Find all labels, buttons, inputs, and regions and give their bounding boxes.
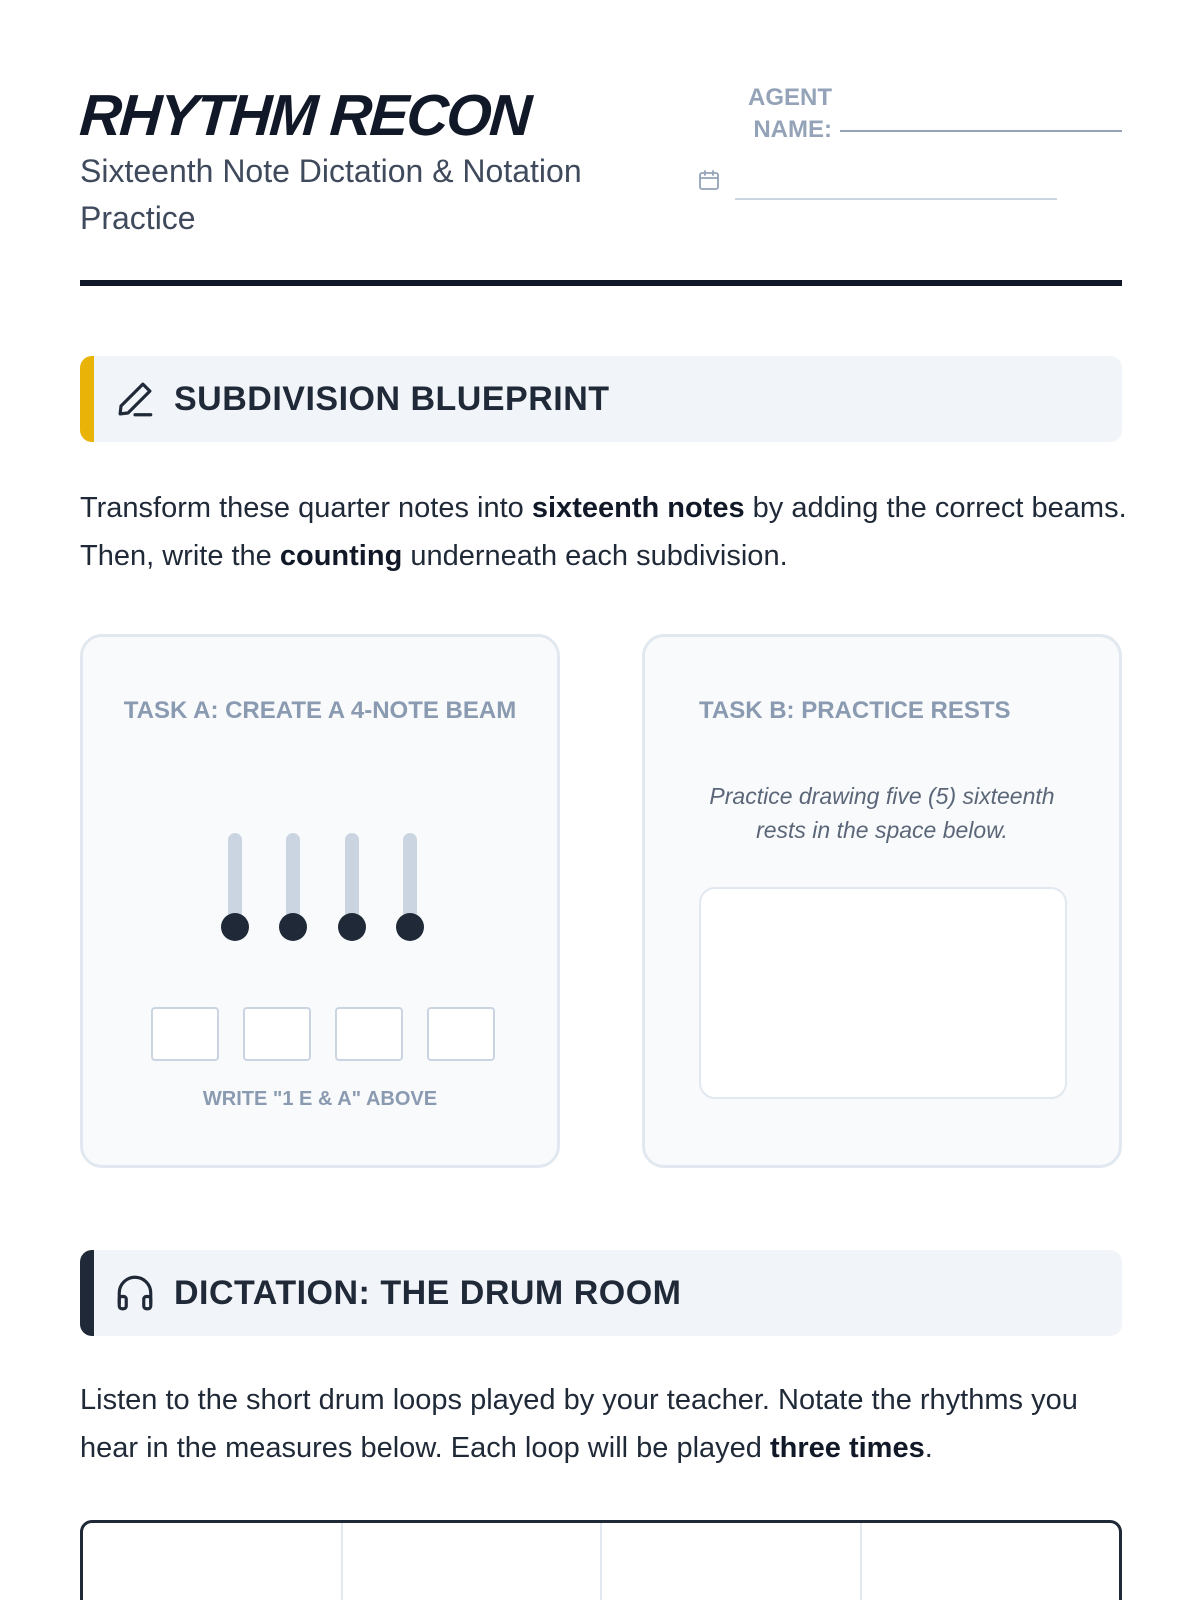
measure-box[interactable] bbox=[343, 1523, 603, 1600]
instr-text: by adding the correct beams. Then, write the bbox=[80, 492, 1127, 572]
measure-box[interactable] bbox=[83, 1523, 343, 1600]
date-field[interactable] bbox=[735, 198, 1057, 200]
section-banner-dictation bbox=[80, 1250, 1122, 1336]
count-input-box[interactable] bbox=[243, 1007, 311, 1061]
count-input-box[interactable] bbox=[335, 1007, 403, 1061]
headphones-icon bbox=[114, 1272, 156, 1314]
measure-box[interactable] bbox=[862, 1523, 1120, 1600]
calendar-icon bbox=[697, 168, 721, 192]
task-b-card bbox=[642, 634, 1122, 1168]
banner-accent bbox=[80, 356, 94, 442]
instr-bold: three times bbox=[769, 1432, 925, 1464]
banner-accent bbox=[80, 1250, 94, 1336]
dictation-measures bbox=[80, 1520, 1122, 1600]
blueprint-instructions bbox=[80, 484, 1140, 580]
task-a-title: TASK A: CREATE A 4-NOTE BEAM bbox=[123, 697, 517, 724]
section-title-blueprint: SUBDIVISION BLUEPRINT bbox=[174, 380, 610, 418]
task-b-title: TASK B: PRACTICE RESTS bbox=[699, 697, 1011, 724]
measure-box[interactable] bbox=[602, 1523, 862, 1600]
instr-text: Listen to the short drum loops played by your teacher. Notate the rhythms you hear in the measures below. Each loop will be played bbox=[80, 1384, 1078, 1464]
task-a-card bbox=[80, 634, 560, 1168]
instr-bold: counting bbox=[279, 540, 403, 572]
notehead bbox=[279, 913, 307, 941]
count-input-box[interactable] bbox=[151, 1007, 219, 1061]
count-input-box[interactable] bbox=[427, 1007, 495, 1061]
worksheet-subtitle: Sixteenth Note Dictation & Notation Practice bbox=[80, 153, 582, 236]
dictation-instructions bbox=[80, 1376, 1140, 1472]
notehead bbox=[396, 913, 424, 941]
agent-name-label: AGENT NAME: bbox=[748, 84, 832, 143]
instr-text: Transform these quarter notes into bbox=[80, 492, 532, 524]
task-b-instruction: Practice drawing five (5) sixteenth rests in the space below. bbox=[709, 783, 1055, 843]
rest-drawing-area[interactable] bbox=[699, 887, 1067, 1099]
header-divider bbox=[80, 280, 1122, 286]
section-banner-blueprint bbox=[80, 356, 1122, 442]
worksheet-title: RHYTHM RECON bbox=[77, 83, 532, 148]
notehead bbox=[338, 913, 366, 941]
agent-name-field[interactable] bbox=[840, 130, 1122, 132]
instr-bold: sixteenth notes bbox=[531, 492, 745, 524]
count-hint: WRITE "1 E & A" ABOVE bbox=[202, 1088, 438, 1110]
instr-text: underneath each subdivision. bbox=[402, 540, 788, 572]
section-title-dictation: DICTATION: THE DRUM ROOM bbox=[174, 1274, 682, 1312]
notehead bbox=[221, 913, 249, 941]
pencil-icon bbox=[114, 378, 156, 420]
instr-text: . bbox=[924, 1432, 933, 1464]
